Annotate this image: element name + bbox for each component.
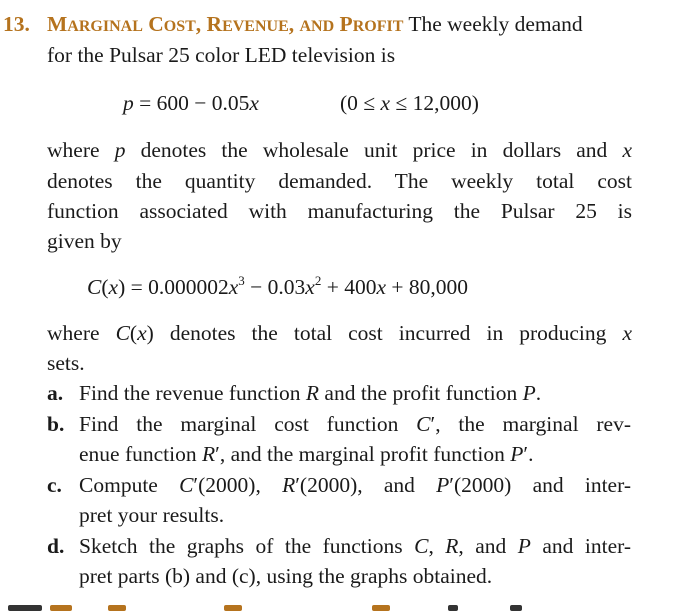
cost-equation: $C(x) = 0.000002x^3 - 0.03x^2 + 400x + 80,000$ [87, 273, 469, 299]
part-a-label: a. [47, 381, 64, 405]
cost-line-1: where C(x) denotes the total cost incurred in producing x [47, 321, 632, 345]
para-line-4: given by [47, 229, 122, 253]
part-c-label: c. [47, 473, 62, 497]
demand-domain: (0 ≤ x ≤ 12,000) [340, 91, 479, 115]
part-a-line-1: Find the revenue function R and the profit function P. [79, 381, 542, 405]
para-line-2: denotes the quantity demanded. The weekly total cost [47, 169, 632, 193]
para-line-1: where p denotes the wholesale unit price in dollars and x [47, 138, 632, 162]
part-d-label: d. [47, 534, 65, 558]
problem-number: 13. [3, 12, 30, 36]
next-problem-cutoff [0, 600, 681, 611]
problem-intro-1: The weekly demand [408, 12, 583, 36]
para-line-3: function associated with manufacturing the Pulsar 25 is [47, 199, 632, 223]
problem-title: MARGINAL COST, REVENUE, AND PROFIT [47, 12, 404, 36]
problem-header-line [47, 9, 583, 42]
part-c-line-2: pret your results. [79, 503, 225, 527]
demand-equation: p = 600 − 0.05x [123, 91, 259, 115]
cost-line-2: sets. [47, 351, 85, 375]
part-b-label: b. [47, 412, 65, 436]
part-b-line-2: enue function R′, and the marginal profit function P′. [79, 442, 534, 466]
part-d-line-2: pret parts (b) and (c), using the graphs obtained. [79, 564, 493, 588]
part-d-line-1: Sketch the graphs of the functions C, R, and P and inter- [79, 534, 632, 558]
part-c-line-1: Compute C′(2000), R′(2000), and P′(2000) and inter- [79, 473, 631, 497]
part-b-line-1: Find the marginal cost function C′, the marginal rev- [79, 412, 631, 436]
problem-intro-2: for the Pulsar 25 color LED television is [47, 43, 396, 67]
